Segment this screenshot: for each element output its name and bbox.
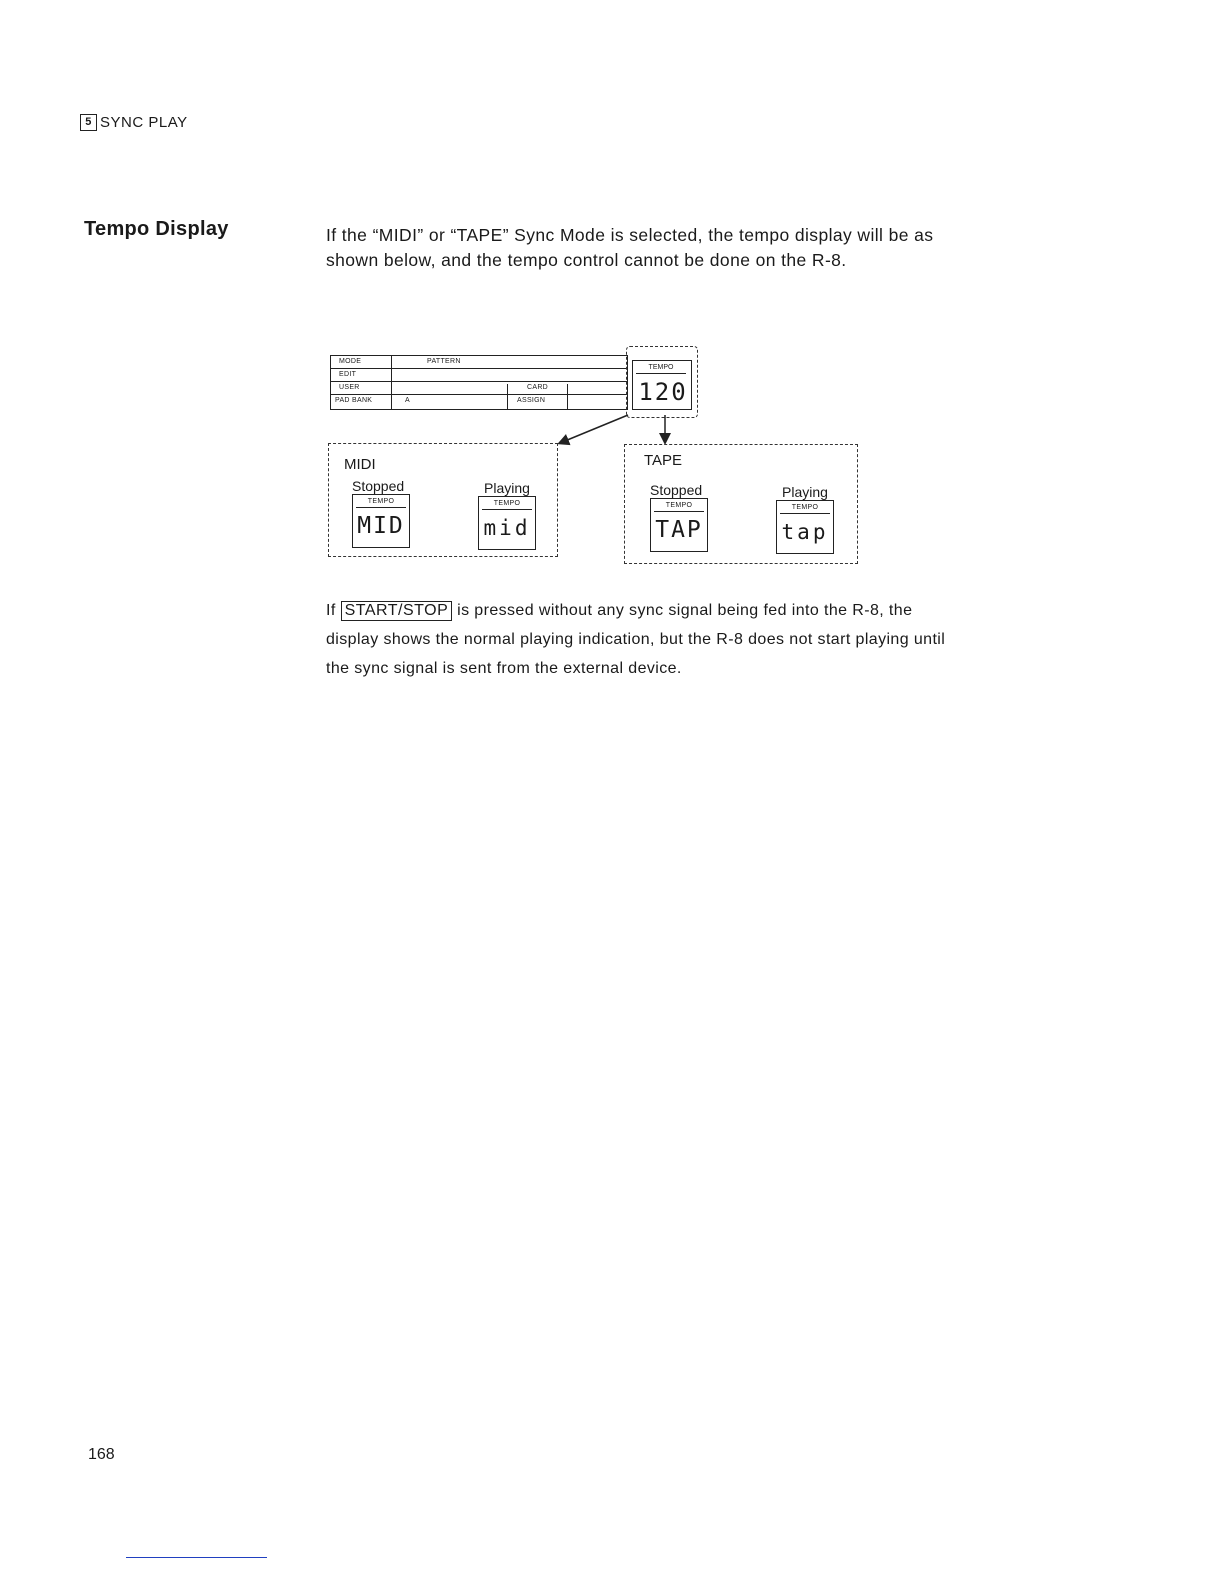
lcd-row-pad-bank: PAD BANK A ASSIGN xyxy=(331,395,627,407)
tape-stopped-label: Stopped xyxy=(650,482,703,498)
lcd-row-edit: EDIT xyxy=(331,369,627,382)
lcd-row-user: USER CARD xyxy=(331,382,627,395)
midi-playing-label: Playing xyxy=(484,480,530,496)
page-number: 168 xyxy=(88,1446,115,1463)
tape-stopped-value: TAP xyxy=(655,517,703,543)
note-text: is pressed without any sync signal being fed into the R-8, the display shows the normal playing indication, but the R-8 does not start playing until the sync signal is sent from the external device. xyxy=(326,602,946,677)
tape-playing-display: TEMPO tap xyxy=(776,500,834,554)
lcd-divider xyxy=(391,356,392,409)
footer-rule xyxy=(126,1557,267,1558)
start-stop-key: START/STOP xyxy=(341,601,453,621)
section-number: 5 xyxy=(80,114,97,131)
midi-stopped-display: TEMPO MID xyxy=(352,494,410,548)
tape-playing-value: tap xyxy=(781,520,829,544)
tape-playing-label: Playing xyxy=(782,484,828,500)
midi-playing-display: TEMPO mid xyxy=(478,496,536,550)
tape-stopped-display: TEMPO TAP xyxy=(650,498,708,552)
midi-title: MIDI xyxy=(344,456,376,473)
note-paragraph xyxy=(326,596,958,683)
tape-title: TAPE xyxy=(644,452,683,469)
lcd-bank-value: A xyxy=(405,397,410,404)
lcd-row-mode: MODE PATTERN xyxy=(331,356,627,369)
arrow-to-midi xyxy=(560,415,628,443)
section-title: SYNC PLAY xyxy=(100,114,188,131)
tempo-value: 120 xyxy=(638,378,688,406)
lcd-divider xyxy=(507,384,508,409)
midi-stopped-value: MID xyxy=(357,513,405,539)
side-heading: Tempo Display xyxy=(84,218,229,240)
lcd-panel xyxy=(330,355,628,410)
note-prefix: If xyxy=(326,602,336,619)
lcd-assign-label: ASSIGN xyxy=(517,397,546,404)
midi-playing-value: mid xyxy=(483,516,531,540)
lcd-card-label: CARD xyxy=(527,384,549,391)
intro-paragraph: If the “MIDI” or “TAPE” Sync Mode is selected, the tempo display will be as shown below, and the tempo control cannot be done on the R-8. xyxy=(326,225,934,270)
tempo-caption: TEMPO xyxy=(636,362,686,374)
section-header xyxy=(80,114,188,131)
midi-stopped-label: Stopped xyxy=(352,478,405,494)
lcd-pattern-label: PATTERN xyxy=(427,358,461,365)
